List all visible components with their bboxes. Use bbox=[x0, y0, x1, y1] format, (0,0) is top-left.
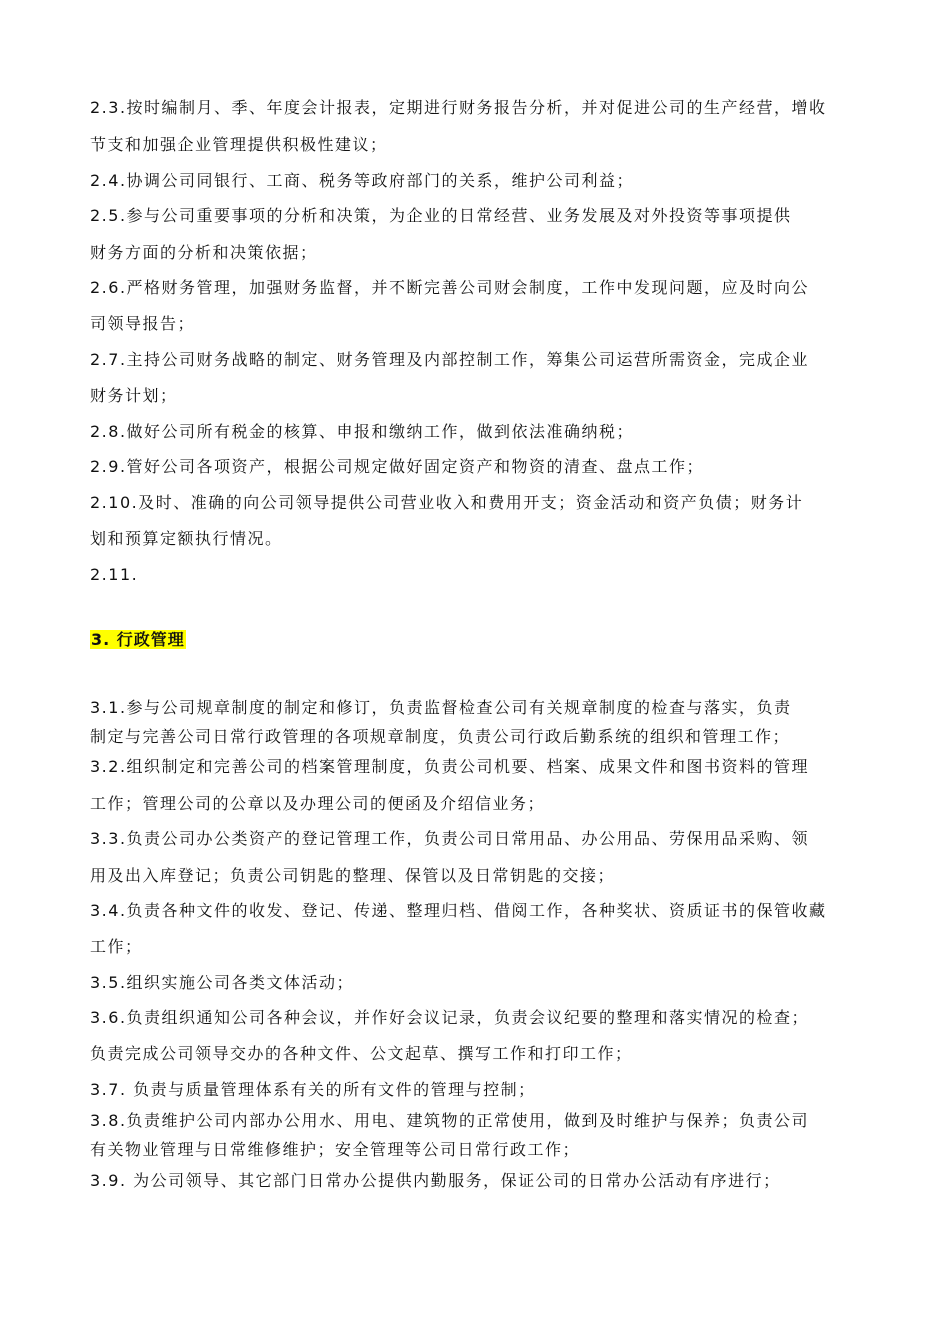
section-heading-text: 3. 行政管理 bbox=[91, 630, 185, 649]
text-line: 节支和加强企业管理提供积极性建议； bbox=[90, 135, 388, 154]
text-line: 工作； bbox=[90, 937, 143, 956]
section-heading bbox=[90, 629, 186, 651]
text-line: 3.6.负责组织通知公司各种会议，并作好会议记录，负责会议纪要的整理和落实情况的检查； bbox=[90, 1008, 810, 1027]
text-line: 2.7.主持公司财务战略的制定、财务管理及内部控制工作，筹集公司运营所需资金，完成企业 bbox=[90, 350, 810, 369]
text-line: 2.11. bbox=[90, 565, 139, 584]
text-line: 2.3.按时编制月、季、年度会计报表，定期进行财务报告分析，并对促进公司的生产经营，增收 bbox=[90, 98, 827, 117]
text-line: 2.6.严格财务管理，加强财务监督，并不断完善公司财会制度，工作中发现问题，应及时向公 bbox=[90, 278, 810, 297]
text-line: 3.5.组织实施公司各类文体活动； bbox=[90, 973, 355, 992]
text-line: 3.3.负责公司办公类资产的登记管理工作，负责公司日常用品、办公用品、劳保用品采购、领 bbox=[90, 829, 810, 848]
text-line: 财务计划； bbox=[90, 386, 178, 405]
text-line: 3.9. 为公司领导、其它部门日常办公提供内勤服务，保证公司的日常办公活动有序进行； bbox=[90, 1171, 781, 1190]
text-line: 2.10.及时、准确的向公司领导提供公司营业收入和费用开支；资金活动和资产负债；财务计 bbox=[90, 493, 804, 512]
text-line: 有关物业管理与日常维修维护；安全管理等公司日常行政工作； bbox=[90, 1140, 581, 1159]
text-line: 2.8.做好公司所有税金的核算、申报和缴纳工作，做到依法准确纳税； bbox=[90, 422, 635, 441]
text-line: 负责完成公司领导交办的各种文件、公文起草、撰写工作和打印工作； bbox=[90, 1044, 633, 1063]
text-line: 3.2.组织制定和完善公司的档案管理制度，负责公司机要、档案、成果文件和图书资料的管理 bbox=[90, 757, 810, 776]
text-line: 2.5.参与公司重要事项的分析和决策，为企业的日常经营、业务发展及对外投资等事项提供 bbox=[90, 206, 792, 225]
text-line: 用及出入库登记；负责公司钥匙的整理、保管以及日常钥匙的交接； bbox=[90, 866, 616, 885]
text-line: 2.4.协调公司同银行、工商、税务等政府部门的关系，维护公司利益； bbox=[90, 171, 635, 190]
text-line: 3.7. 负责与质量管理体系有关的所有文件的管理与控制； bbox=[90, 1080, 536, 1099]
text-line: 工作；管理公司的公章以及办理公司的便函及介绍信业务； bbox=[90, 794, 546, 813]
text-line: 财务方面的分析和决策依据； bbox=[90, 243, 318, 262]
text-line: 2.9.管好公司各项资产，根据公司规定做好固定资产和物资的清查、盘点工作； bbox=[90, 457, 705, 476]
text-line: 划和预算定额执行情况。 bbox=[90, 529, 283, 548]
text-line: 3.4.负责各种文件的收发、登记、传递、整理归档、借阅工作，各种奖状、资质证书的保管收藏 bbox=[90, 901, 827, 920]
text-line: 3.1.参与公司规章制度的制定和修订，负责监督检查公司有关规章制度的检查与落实，负责 bbox=[90, 698, 792, 717]
text-line: 3.8.负责维护公司内部办公用水、用电、建筑物的正常使用，做到及时维护与保养；负责公司 bbox=[90, 1111, 810, 1130]
text-line: 司领导报告； bbox=[90, 314, 196, 333]
text-line: 制定与完善公司日常行政管理的各项规章制度，负责公司行政后勤系统的组织和管理工作； bbox=[90, 727, 791, 746]
